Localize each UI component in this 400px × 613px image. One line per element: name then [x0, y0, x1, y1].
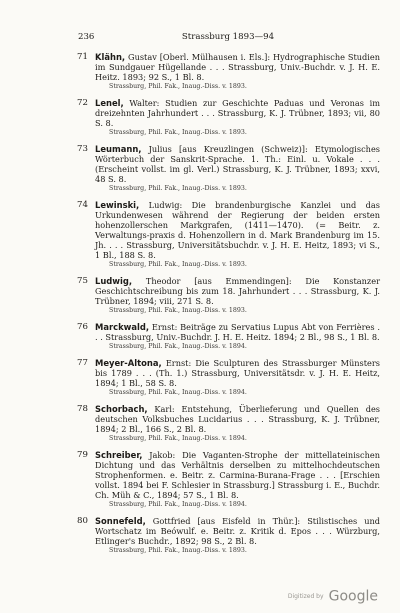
- entry-number: 73: [77, 144, 88, 154]
- entry-author: Lewinski,: [95, 200, 140, 210]
- entry-author: Lenel,: [95, 98, 124, 108]
- entry-author: Schreiber,: [95, 450, 143, 460]
- entries-list: [77, 52, 380, 562]
- list-item: [77, 404, 380, 443]
- entry-note: Strassburg, Phil. Fak., Inaug.-Diss. v. 1893.: [109, 83, 247, 90]
- entry-author: Sonnefeld,: [95, 516, 146, 526]
- entry-note: Strassburg, Phil. Fak., Inaug.-Diss. v. 1894.: [109, 343, 247, 350]
- entry-number: 75: [77, 276, 88, 286]
- entry-note: Strassburg, Phil. Fak., Inaug.-Diss. v. 1894.: [109, 501, 247, 508]
- entry-text: [95, 52, 380, 82]
- entry-text: [95, 276, 380, 306]
- list-item: [77, 276, 380, 315]
- list-item: [77, 144, 380, 193]
- entry-number: 77: [77, 358, 88, 368]
- entry-note: Strassburg, Phil. Fak., Inaug.-Diss. v. 1894.: [109, 389, 247, 396]
- entry-text: [95, 450, 380, 500]
- page-header: [78, 31, 378, 43]
- entry-number: 71: [77, 52, 88, 62]
- entry-body: Walter: Studien zur Geschichte Paduas und Veronas im dreizehnten Jahrhundert . . . Strassburg, K. J. Trübner, 1893; vii, 80 S. 8.: [95, 98, 380, 128]
- entry-body: Karl: Entstehung, Überlieferung und Quellen des deutschen Volksbuches Lucidarius . . . Strassburg, K. J. Trübner, 1894; 2 Bl., 166 S., 2 Bl. 8.: [95, 404, 380, 434]
- entry-text: [95, 358, 380, 388]
- entry-author: Ludwig,: [95, 276, 133, 286]
- entry-number: 74: [77, 200, 88, 210]
- list-item: [77, 358, 380, 397]
- running-title: Strassburg 1893—94: [181, 32, 275, 42]
- list-item: [77, 450, 380, 509]
- entry-author: Schorbach,: [95, 404, 148, 414]
- list-item: [77, 98, 380, 137]
- google-watermark: [258, 586, 378, 604]
- entry-text: [95, 98, 380, 128]
- entry-body: Ernst: Die Sculpturen des Strassburger Münsters bis 1789 . . . (Th. 1.) Strassburg, Universitätsdr. v. J. H. E. Heitz, 1894; 1 Bl., 58 S. 8.: [95, 358, 381, 388]
- page-number: 236: [78, 32, 95, 42]
- list-item: [77, 516, 380, 555]
- entry-number: 78: [77, 404, 88, 414]
- entry-number: 72: [77, 98, 88, 108]
- entry-number: 79: [77, 450, 88, 460]
- entry-note: Strassburg, Phil. Fak., Inaug.-Diss. v. 1893.: [109, 129, 247, 136]
- entry-body: Gottfried [aus Eisfeld in Thür.]: Stilistisches und Wortschatz im Beówulf. e. Beitr. z. Kritik d. Epos . . . Würzburg, Etlinger's Buchdr., 1892; 98 S., 2 Bl. 8.: [95, 516, 380, 546]
- entry-note: Strassburg, Phil. Fak., Inaug.-Diss. v. 1894.: [109, 435, 247, 442]
- entry-note: Strassburg, Phil. Fak., Inaug.-Diss. v. 1893.: [109, 185, 247, 192]
- entry-text: [95, 404, 380, 434]
- entry-body: Theodor [aus Emmendingen]: Die Konstanzer Geschichtschreibung bis zum 18. Jahrhundert . . . Strassburg, K. J. Trübner, 1894; viii, 271 S. 8.: [95, 276, 381, 306]
- list-item: [77, 322, 380, 351]
- entry-author: Leumann,: [95, 144, 142, 154]
- entry-body: Jakob: Die Vaganten-Strophe der mittellateinischen Dichtung und das Verhältnis derselben zu mittelhochdeutschen Strophenformen. e. Beitr. z. Carmina-Burana-Frage . . . [Erschien vollst. 1894 bei F. Schlesier in Strassburg.] Strassburg i. E., Buchdr. Ch. Müh & C., 1894; 57 S., 1 Bl. 8.: [95, 450, 380, 500]
- entry-note: Strassburg, Phil. Fak., Inaug.-Diss. v. 1893.: [109, 261, 247, 268]
- entry-author: Klähn,: [95, 52, 126, 62]
- entry-author: Marckwald,: [95, 322, 150, 332]
- list-item: [77, 52, 380, 91]
- entry-body: Julius [aus Kreuzlingen (Schweiz)]: Etymologisches Wörterbuch der Sanskrit-Sprache. 1. Th.: Einl. u. Vokale . . . (Erscheint vollst. im gl. Verl.) Strassburg, K. J. Trübner, 1893; xxvi, 48 S. 8.: [95, 144, 380, 184]
- entry-text: [95, 516, 380, 546]
- entry-body: Ernst: Beiträge zu Servatius Lupus Abt von Ferrières . . . Strassburg, Univ.-Buchdr. J. H. E. Heitz. 1894; 2 Bl., 98 S., 1 Bl. 8.: [95, 322, 380, 342]
- entry-body: Ludwig: Die brandenburgische Kanzlei und das Urkundenwesen während der Regierung der beiden ersten hohenzollerschen Markgrafen, (1411—1470). (= Beitr. z. Verwaltungs-praxis d. Hohenzollern in d. Mark Brandenburg im 15. Jh. . . . Strassburg, Universitätsbuchdr. v. J. H. E. Heitz, 1893; vi S., 1 Bl., 188 S. 8.: [95, 200, 381, 260]
- entry-author: Meyer-Altona,: [95, 358, 162, 368]
- entry-body: Gustav [Oberl. Mülhausen i. Els.]: Hydrographische Studien im Sundgauer Hügellande . . . Strassburg, Univ.-Buchdr. v. J. H. E. Heitz. 1893; 92 S., 1 Bl. 8.: [95, 52, 380, 82]
- entry-note: Strassburg, Phil. Fak., Inaug.-Diss. v. 1893.: [109, 307, 247, 314]
- entry-text: [95, 322, 380, 342]
- watermark-prefix: Digitized by: [287, 593, 324, 600]
- entry-text: [95, 144, 380, 184]
- entry-number: 80: [77, 516, 88, 526]
- entry-text: [95, 200, 380, 260]
- entry-number: 76: [77, 322, 88, 332]
- google-logo: Google: [328, 588, 378, 605]
- list-item: [77, 200, 380, 269]
- entry-note: Strassburg, Phil. Fak., Inaug.-Diss. v. 1893.: [109, 547, 247, 554]
